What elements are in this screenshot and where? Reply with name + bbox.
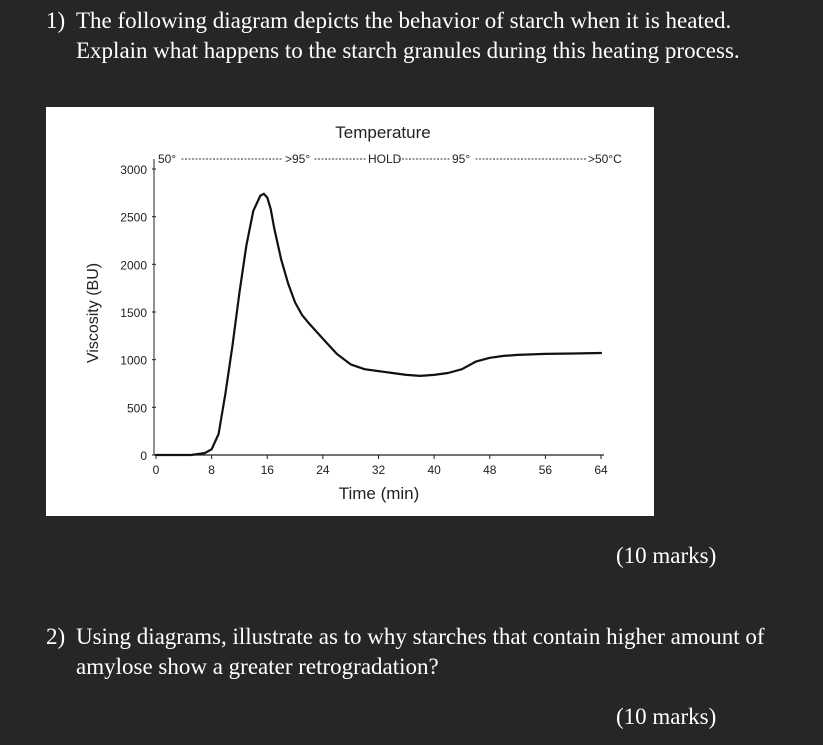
question-2-text-2: amylose show a greater retrogradation? (76, 654, 439, 679)
viscosity-series-line (156, 194, 601, 455)
chart-title: Temperature (335, 123, 431, 142)
question-1-number: 1) (46, 8, 66, 33)
y-tick-label: 0 (140, 449, 147, 463)
question-1-text-1: The following diagram depicts the behavior of starch when it is heated. (76, 8, 732, 33)
x-tick-label: 0 (152, 463, 160, 477)
x-tick-label: 16 (260, 463, 274, 477)
x-tick-label: 40 (427, 463, 441, 477)
question-1 (46, 6, 740, 66)
question-1-text-2: Explain what happens to the starch granules during this heating process. (76, 38, 740, 63)
question-1-marks: (10 marks) (616, 543, 717, 568)
question-1-line-1 (46, 6, 740, 36)
x-tick-label: 24 (316, 463, 330, 477)
y-tick-label: 2500 (120, 210, 147, 225)
y-tick-label: 500 (126, 401, 147, 416)
x-tick-label: 48 (483, 463, 497, 477)
x-tick-label: 8 (208, 463, 215, 477)
y-tick-label: 3000 (120, 163, 147, 177)
y-tick-label: 2000 (120, 258, 147, 273)
viscosity-chart-svg (46, 107, 654, 516)
temperature-label: 50° (158, 152, 177, 166)
temperature-label: 95° (452, 152, 471, 166)
y-axis-label: Viscosity (BU) (85, 262, 102, 364)
x-tick-label: 64 (594, 463, 608, 477)
x-tick-label: 32 (371, 463, 386, 477)
y-tick-label: 1000 (120, 353, 147, 368)
viscosity-chart (46, 107, 654, 516)
temperature-label: HOLD (368, 152, 402, 166)
x-tick-label: 56 (538, 463, 553, 477)
question-2-marks: (10 marks) (616, 704, 717, 729)
y-tick-label: 1500 (120, 306, 147, 320)
temperature-label: >50°C (588, 152, 622, 166)
temperature-label: >95° (285, 152, 311, 166)
question-2-text-1: Using diagrams, illustrate as to why starches that contain higher amount of (76, 624, 765, 649)
question-2 (46, 622, 765, 682)
question-2-number: 2) (46, 624, 66, 649)
question-2-line-1 (46, 622, 765, 652)
x-axis-label: Time (min) (338, 484, 420, 503)
